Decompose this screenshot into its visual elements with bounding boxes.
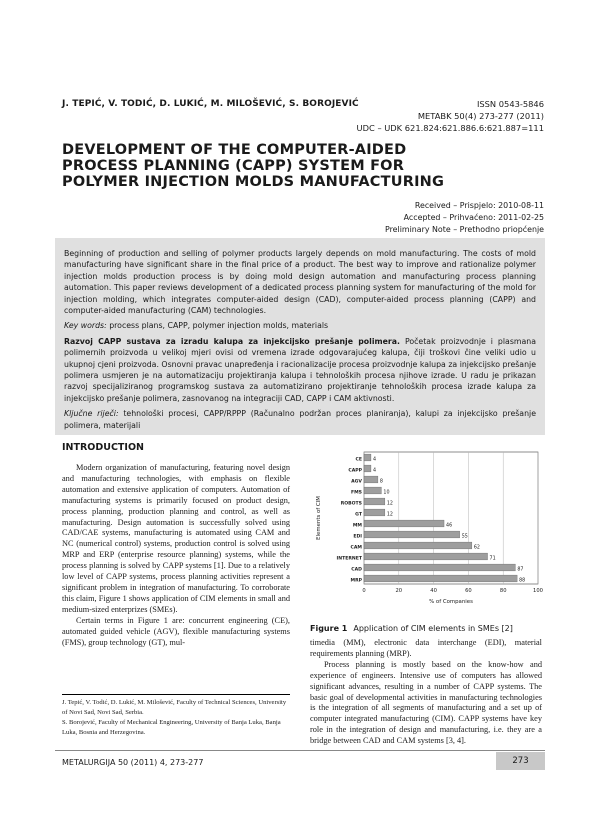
page-number: 273 — [496, 752, 545, 770]
category-label: CAPP — [348, 468, 362, 474]
data-label: 88 — [519, 578, 526, 584]
abstract-hr-title: Razvoj CAPP sustava za izradu kalupa za injekcijsko prešanje polimera. — [64, 336, 400, 346]
abstract-hr-text: Početak proizvodnje i plasmana polimernih proizvoda u velikoj mjeri ovisi od vremena izrade odgovarajućeg kalupa, čiji troškovi čine veliki udio u ukupnoj cjeni proizvoda. Osnovni pravac unapređenja i racionalizacije procesa proizvodnje kalupa za injekcijsko prešanje polimera usmjeren je na automatizaciju projektiranja kalupa i tehnoloških procesa njihove izrade. U radu je prikazan razvoj specijaliziranog programskog sustava za automatizirano projektiranje tehnoloških procesa izrade kalupa za injekcijsko prešanje polimera, zasnovanog na integraciji CAD, CAPP i CAM aktivnosti. — [64, 336, 536, 403]
footnotes — [62, 698, 292, 738]
footnote-1: J. Tepić, V. Todić, D. Lukić, M. Milošević, Faculty of Technical Sciences, University of Novi Sad, Novi Sad, Serbia. — [62, 699, 287, 716]
publication-meta — [357, 98, 544, 134]
category-label: CE — [355, 457, 362, 463]
data-label: 46 — [446, 523, 453, 529]
bar-agv — [364, 476, 378, 483]
data-label: 62 — [473, 545, 480, 551]
abstract-en: Beginning of production and selling of polymer products largely depends on mold manufacturing. The costs of mold manufacturing have significant share in the final price of a product. The best way to improve and rationalize polymer injection molds production process is by doing mold design automation and manufacturing process planning automation. This paper reviews development of a dedicated process planning system for manufacturing of the mold for injection molding, which integrates computer-aided design (CAD), computer-aided process planning (CAPP) and computer-aided manufacturing (CAM) technologies. — [64, 249, 536, 316]
category-label: GT — [355, 512, 362, 518]
category-label: INTERNET — [336, 556, 362, 562]
y-axis-title: Elements of CIM — [316, 496, 322, 540]
col2-paragraph-1: timedia (MM), electronic data interchange (EDI), material requirements planning (MRP). — [310, 638, 542, 658]
figure-caption — [310, 624, 513, 633]
metabk: METABK 50(4) 273-277 (2011) — [417, 111, 544, 121]
title-line-3: POLYMER INJECTION MOLDS MANUFACTURING — [62, 174, 445, 190]
authors-line: J. TEPIĆ, V. TODIĆ, D. LUKIĆ, M. MILOŠEVIĆ, S. BOROJEVIĆ — [62, 99, 359, 109]
received-date: Received – Prispjelo: 2010-08-11 — [414, 201, 544, 210]
accepted-date: Accepted – Prihvaćeno: 2011-02-25 — [403, 212, 544, 222]
keywords-hr — [64, 408, 536, 431]
footer-rule — [55, 750, 545, 751]
category-label: CAM — [350, 545, 362, 551]
bar-internet — [364, 553, 488, 560]
intro-text — [62, 463, 290, 648]
footnote-2: S. Borojević, Faculty of Mechanical Engineering, University of Banja Luka, Banja Luka, Bosnia and Herzegovina. — [62, 718, 281, 736]
column-left — [62, 442, 290, 648]
abstract-box — [55, 238, 545, 435]
section-heading-introduction: INTRODUCTION — [62, 442, 144, 453]
bar-mrp — [364, 575, 517, 582]
x-tick-label: 0 — [362, 588, 366, 594]
figure-label: Figure 1 — [310, 624, 348, 633]
submission-dates — [385, 200, 544, 235]
abstract-hr — [64, 336, 536, 404]
udc: UDC – UDK 621.824:621.886.6:621.887=111 — [356, 123, 544, 133]
keywords-hr-value: tehnološki procesi, CAPP/RPPP (Računalno podržan proces planiranja), kalupi za injekcijsko prešanje polimera, materijali — [64, 409, 536, 430]
keywords-hr-label: Ključne riječi: — [64, 409, 119, 419]
note-type: Preliminary Note – Prethodno priopćenje — [384, 224, 544, 234]
category-label: AGV — [351, 479, 362, 485]
bar-capp — [364, 465, 371, 472]
figure-caption-text: Application of CIM elements in SMEs [2] — [353, 624, 513, 633]
col2-paragraph-2: Process planning is mostly based on the know-how and experience of engineers. Intensive use of computers has allowed significant advances, resulting in a number of CAPP systems. The basic goal of developmental activities in manufacturing technologies is the integration of all segments of manufacturing and a set up of computer integrated manufacturing (CIM). CAPP systems have key role in the integration of design and manufacturing, i.e. they are a bridge between CAD and CAM systems [3, 4]. — [310, 659, 542, 746]
x-tick-label: 20 — [395, 588, 403, 594]
bar-cam — [364, 542, 472, 549]
x-tick-label: 80 — [499, 588, 507, 594]
category-label: MRP — [350, 578, 362, 584]
bar-fms — [364, 487, 381, 494]
data-label: 87 — [517, 567, 524, 573]
bar-cad — [364, 564, 515, 571]
bar-ce — [364, 454, 371, 461]
category-label: MM — [352, 523, 362, 529]
keywords-en — [64, 320, 536, 331]
paper-title — [62, 142, 482, 190]
keywords-label: Key words: — [64, 321, 107, 331]
category-label: FMS — [350, 490, 362, 496]
intro-paragraph-2: Certain terms in Figure 1 are: concurrent engineering (CE), automated guided vehicle (AGV), flexible manufacturing systems (FMS), group technology (GT), mul- — [62, 615, 290, 647]
x-tick-label: 40 — [430, 588, 437, 594]
x-axis-title: % of Companies — [429, 599, 473, 605]
title-line-1: DEVELOPMENT OF THE COMPUTER-AIDED — [62, 142, 407, 158]
keywords-value: process plans, CAPP, polymer injection molds, materials — [109, 321, 329, 331]
data-label: 55 — [461, 534, 468, 540]
cim-bar-chart — [302, 444, 546, 622]
data-label: 10 — [383, 490, 390, 496]
journal-citation: METALURGIJA 50 (2011) 4, 273-277 — [62, 758, 204, 767]
intro-paragraph-1: Modern organization of manufacturing, featuring novel design and manufacturing technologies, with emphasis on flexible automation and extensive application of computers. Automation of manufacturing systems is primarily focused on product design, process planning, production planning and control, as well as manufacturing. Design automation is successfully solved using CAD/CAE systems, manufacturing is automated using CAM and NC (numerical control) systems, production control is solved using MRP and ERP (enterprise resource planning) systems, while the process planning is solved by CAPP systems [1]. Due to a relatively low level of CAPP systems, process planning activities represent a significant problem in integration of manufacturing. To corroborate this claim, Figure 1 shows application of CIM elements in small and medium-sized enterprizes (SMEs). — [62, 463, 290, 614]
bar-mm — [364, 520, 444, 527]
footnote-rule — [62, 694, 290, 695]
data-label: 71 — [489, 556, 496, 562]
column-right — [310, 638, 542, 747]
data-label: 12 — [386, 501, 393, 507]
x-tick-label: 60 — [465, 588, 472, 594]
category-label: ROBOTS — [340, 501, 362, 507]
title-line-2: PROCESS PLANNING (CAPP) SYSTEM FOR — [62, 158, 405, 174]
data-label: 12 — [386, 512, 393, 518]
data-label: 4 — [372, 457, 377, 463]
issn: ISSN 0543-5846 — [476, 99, 544, 109]
data-label: 8 — [379, 479, 383, 485]
category-label: CAD — [351, 567, 362, 573]
bar-gt — [364, 509, 385, 516]
x-tick-label: 100 — [533, 588, 543, 594]
data-label: 4 — [372, 468, 377, 474]
bar-robots — [364, 498, 385, 505]
category-label: EDI — [353, 534, 362, 540]
bar-edi — [364, 531, 460, 538]
